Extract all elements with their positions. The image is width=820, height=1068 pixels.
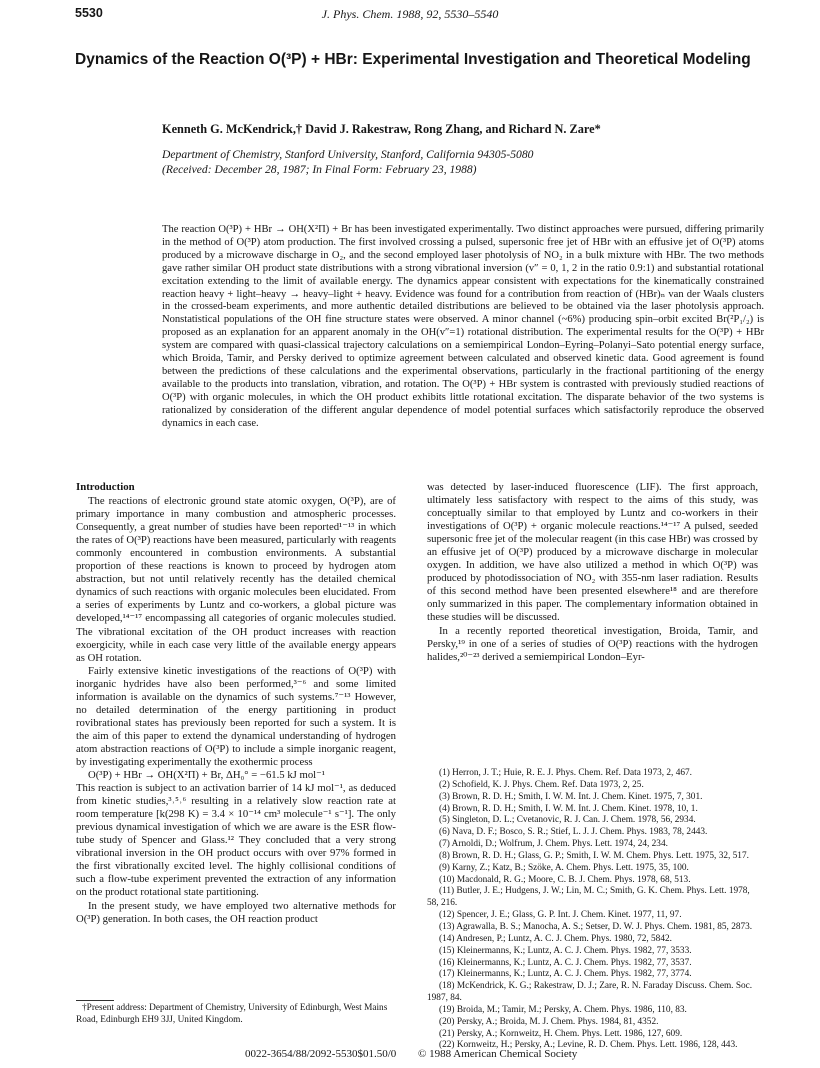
paragraph: The reactions of electronic ground state atomic oxygen, O(³P), are of primary importance in many combustion and atmospheric processes. Consequently, a great number of studies have been reported¹⁻¹³ in which the rates of O(³P) reactions have been measured, particularly with reagents commonly encountered in combustion environments. A substantial proportion of these reactions is known to proceed by hydrogen atom abstraction, but not until relatively recently has the detailed chemical dynamics of such reactions with organic molecules been elucidated. From a series of experiments by Luntz and co-workers, a global picture was developed,¹⁴⁻¹⁷ encompassing all categories of organic molecules studied. The vibrational excitation of the OH product increases with reaction exoergicity, while in each case very little of the available energy appears as OH rotation. bbox=[76, 495, 396, 664]
copyright: © 1988 American Chemical Society bbox=[418, 1048, 578, 1060]
reference-item: (4) Brown, R. D. H.; Smith, I. W. M. Int. J. Chem. Kinet. 1978, 10, 1. bbox=[439, 803, 698, 814]
reference-item: (22) Kornweitz, H.; Persky, A.; Levine, R. D. Chem. Phys. Lett. 1986, 128, 443. bbox=[439, 1040, 738, 1051]
page-number: 5530 bbox=[75, 6, 103, 20]
reference-item: (6) Nava, D. F.; Bosco, S. R.; Stief, L. J. J. Chem. Phys. 1983, 78, 2443. bbox=[439, 827, 708, 838]
reference-item: (9) Karny, Z.; Katz, B.; Szöke, A. Chem. Phys. Lett. 1975, 35, 100. bbox=[439, 862, 689, 873]
reference-item: (15) Kleinermanns, K.; Luntz, A. C. J. Chem. Phys. 1982, 77, 3533. bbox=[439, 945, 692, 956]
reference-item: (2) Schofield, K. J. Phys. Chem. Ref. Data 1973, 2, 25. bbox=[439, 779, 644, 790]
paragraph: was detected by laser-induced fluorescence (LIF). The first approach, ultimately less satisfactory with respect to the aims of this study, was conceptually similar to that employed by Luntz and co-workers in their investigations of O(³P) + organic molecule reactions.¹⁴⁻¹⁷ A pulsed, seeded supersonic free jet of the molecular reagent (in this case HBr) was crossed by an effusive jet of O(³P) produced by a microwave discharge in molecular oxygen. In addition, we have also utilized a method in which O(³P) was produced by photodissociation of NO₂ with 355-nm laser radiation. Results of this second method have been presented elsewhere¹⁸ and are therefore only summarized in this paper. The complementary information obtained in these studies will be discussed. bbox=[427, 481, 758, 624]
publication-code: 0022-3654/88/2092-5530$01.50/0 bbox=[245, 1048, 397, 1060]
reference-item: (17) Kleinermanns, K.; Luntz, A. C. J. Chem. Phys. 1982, 77, 3774. bbox=[439, 969, 692, 980]
running-header: J. Phys. Chem. 1988, 92, 5530–5540 bbox=[321, 7, 499, 21]
received-dates: (Received: December 28, 1987; In Final Form: February 23, 1988) bbox=[162, 162, 477, 176]
reference-item: (5) Singleton, D. L.; Cvetanovic, R. J. Can. J. Chem. 1978, 56, 2934. bbox=[439, 815, 696, 826]
reference-item: (1) Herron, J. T.; Huie, R. E. J. Phys. Chem. Ref. Data 1973, 2, 467. bbox=[439, 768, 692, 778]
reaction-equation: O(³P) + HBr → OH(X²Π) + Br, ΔH₀° = −61.5 kJ mol⁻¹ bbox=[88, 769, 325, 782]
left-column bbox=[76, 481, 396, 926]
paragraph: In the present study, we have employed two alternative methods for O(³P) generation. In both cases, the OH reaction product bbox=[76, 899, 396, 925]
reference-item: (16) Kleinermanns, K.; Luntz, A. C. J. Chem. Phys. 1982, 77, 3537. bbox=[439, 957, 692, 968]
paper-title: Dynamics of the Reaction O(³P) + HBr: Experimental Investigation and Theoretical Modeling bbox=[75, 51, 751, 68]
paragraph: In a recently reported theoretical investigation, Broida, Tamir, and Persky,¹⁹ in one of a series of studies of O(³P) reactions with the hydrogen halides,²⁰⁻²³ derived a semiempirical London–Eyr- bbox=[427, 624, 758, 663]
reference-item: (12) Spencer, J. E.; Glass, G. P. Int. J. Chem. Kinet. 1977, 11, 97. bbox=[439, 910, 682, 921]
right-column bbox=[427, 481, 758, 664]
reference-item: (3) Brown, R. D. H.; Smith, I. W. M. Int. J. Chem. Kinet. 1975, 7, 301. bbox=[439, 791, 703, 802]
reference-item: (20) Persky, A.; Broida, M. J. Chem. Phys. 1984, 81, 4352. bbox=[439, 1016, 659, 1027]
reference-item: (13) Agrawalla, B. S.; Manocha, A. S.; Setser, D. W. J. Phys. Chem. 1981, 85, 2873. bbox=[439, 921, 753, 932]
paragraph: Fairly extensive kinetic investigations of the reactions of O(³P) with inorganic hydrides have also been performed,³⁻⁶ and some limited information is available on the dynamics of such systems.⁷⁻¹³ However, no detailed determination of the energy partitioning in product rovibrational states has previously been reported for such a system. It is the aim of this paper to extend the dynamical understanding of hydrogen atom abstraction reactions of O(³P) to include a simple inorganic reagent, by investigating experimentally the exothermic process bbox=[76, 664, 396, 768]
reference-item: (14) Andresen, P.; Luntz, A. C. J. Chem. Phys. 1980, 72, 5842. bbox=[439, 933, 672, 944]
paragraph: This reaction is subject to an activation barrier of 14 kJ mol⁻¹, as deduced from kinetic studies,³˒⁵˒⁶ resulting in a relatively slow reaction rate at room temperature [k(298 K) = 3.4 × 10⁻¹⁴ cm³ molecule⁻¹ s⁻¹]. The only previous dynamical investigation of which we are aware is the ESR flow-tube study of Spencer and Glass.¹² They concluded that a very strong vibrational inversion in the OH product occurs with over 97% formed in the first vibrationally excited level. The highly collisional conditions of such a flow-tube experiment prevented the extraction of any information on the product rotational state partitioning. bbox=[76, 782, 396, 899]
reference-item: (18) McKendrick, K. G.; Rakestraw, D. J.; Zare, R. N. Faraday Discuss. Chem. Soc. 1987, 84. bbox=[427, 981, 753, 1004]
reference-list bbox=[427, 768, 759, 1052]
affiliation-address: Department of Chemistry, Stanford University, Stanford, California 94305-5080 bbox=[162, 148, 534, 161]
footnote-rule bbox=[76, 1000, 114, 1001]
footnote: †Present address: Department of Chemistry, University of Edinburgh, West Mains Road, Edinburgh EH9 3JJ, United Kingdom. bbox=[76, 1003, 388, 1025]
reference-item: (19) Broida, M.; Tamir, M.; Persky, A. Chem. Phys. 1986, 110, 83. bbox=[439, 1004, 687, 1015]
reference-item: (21) Persky, A.; Kornweitz, H. Chem. Phys. Lett. 1986, 127, 609. bbox=[439, 1028, 683, 1039]
reference-item: (11) Butler, J. E.; Hudgens, J. W.; Lin, M. C.; Smith, G. K. Chem. Phys. Lett. 1978, 58, 216. bbox=[427, 886, 750, 909]
author-list: Kenneth G. McKendrick,† David J. Rakestraw, Rong Zhang, and Richard N. Zare* bbox=[162, 122, 601, 136]
abstract: The reaction O(³P) + HBr → OH(X²Π) + Br has been investigated experimentally. Two distinct approaches were pursued, differing primarily in the method of O(³P) atom production. The first involved crossing a pulsed, supersonic free jet of HBr with an effusive jet of O(³P) atoms produced by a microwave discharge in O₂, and the second employed laser photolysis of NO₂ in a bulk mixture with HBr. The two methods gave rather similar OH product state distributions with a strong vibrational inversion (v″ = 0, 1, 2 in the ratio 0.9:1) and substantial rotational excitation extending to the limit of available energy. The dynamics appear consistent with expectations for the kinematically constrained reaction heavy + light–heavy → heavy–light + heavy. Evidence was found for a contribution from reaction of (HBr)ₙ van der Waals clusters in the crossed-beam experiments, and more authentic detailed distributions are believed to be obtained via the laser photolysis approach. Nonstatistical populations of the OH fine structure states were observed. A minor channel (~6%) producing spin–orbit excited Br(²P₁/₂) is proposed as an explanation for an apparent anomaly in the OH(v″=1) rotational distribution. The experimental results for the O(³P) + HBr system are compared with quasi-classical trajectory calculations on a semiempirical London–Eyring–Polanyi–Sato potential energy surface, which Broida, Tamir, and Persky derived to optimize agreement between calculated and observed kinetic data. Good agreement is found between the predictions of these calculations and the experimental observations, particularly in the fractional partitioning of the energy available to the products into translation, vibration, and rotation. The O(³P) + HBr system is contrasted with previously studied reactions of O(³P) with organic molecules, in which the OH product exhibits little rotational excitation. The disparate behavior of the two systems is rationalized by consideration of the different angular dependence of model potential surfaces which satisfactorily reproduce the observed dynamics in each case. bbox=[162, 224, 764, 429]
affiliation bbox=[162, 148, 762, 177]
reference-item: (8) Brown, R. D. H.; Glass, G. P.; Smith, I. W. M. Chem. Phys. Lett. 1975, 32, 517. bbox=[439, 850, 749, 861]
section-heading-introduction: Introduction bbox=[76, 481, 135, 493]
reference-item: (7) Arnoldi, D.; Wolfrum, J. Chem. Phys. Lett. 1974, 24, 234. bbox=[439, 839, 668, 850]
reference-item: (10) Macdonald, R. G.; Moore, C. B. J. Chem. Phys. 1978, 68, 513. bbox=[439, 874, 691, 885]
